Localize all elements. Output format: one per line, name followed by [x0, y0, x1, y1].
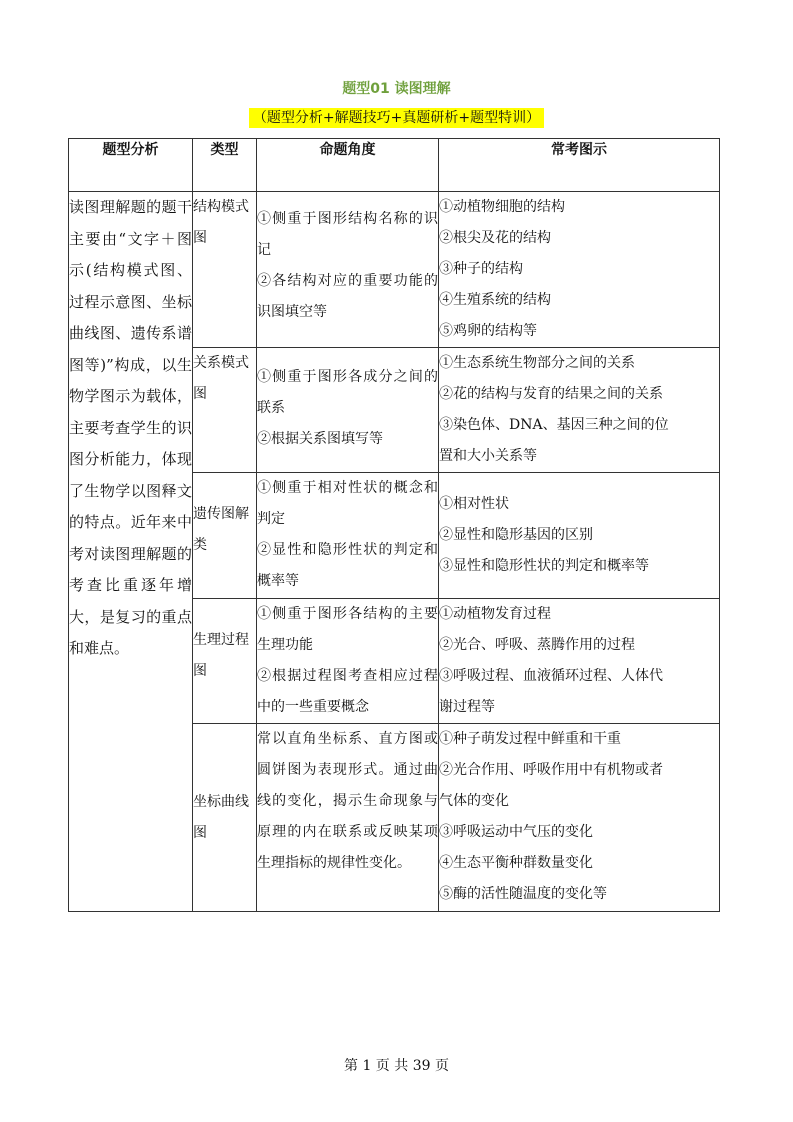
angle-item: ②根据关系图填写等	[257, 431, 383, 447]
question-type-table	[68, 138, 720, 912]
angle-item: ①侧重于图形各结构的主要生理功能	[257, 606, 438, 653]
figures-cell	[439, 348, 720, 473]
angle-item: 常以直角坐标系、直方图或圆饼图为表现形式。通过曲线的变化，揭示生命现象与原理的内在联系或反映某项生理指标的规律性变化。	[257, 731, 438, 871]
figure-item: ①动植物细胞的结构	[439, 199, 565, 215]
angle-item: ②显性和隐形性状的判定和概率等	[257, 542, 438, 589]
figure-item: ③呼吸运动中气压的变化	[439, 824, 593, 840]
figure-item: ③显性和隐形性状的判定和概率等	[439, 558, 649, 574]
analysis-cell	[69, 192, 193, 912]
figures-cell	[439, 192, 720, 348]
angle-cell	[257, 348, 439, 473]
figure-item: ③呼吸过程、血液循环过程、人体代	[439, 668, 663, 684]
angle-item: ②根据过程图考查相应过程中的一些重要概念	[257, 668, 438, 715]
figure-item: ②根尖及花的结构	[439, 230, 551, 246]
angle-cell	[257, 599, 439, 724]
subtitle-highlight: （题型分析+解题技巧+真题研析+题型特训）	[249, 108, 544, 128]
figure-item: ③种子的结构	[439, 261, 523, 277]
figure-item: ③染色体、DNA、基因三种之间的位	[439, 417, 669, 433]
page-title: 题型01 读图理解	[342, 81, 451, 97]
angle-item: ②各结构对应的重要功能的识图填空等	[257, 273, 438, 320]
header-angle: 命题角度	[257, 139, 439, 192]
figure-item: 置和大小关系等	[439, 448, 537, 464]
angle-item: ①侧重于图形结构名称的识记	[257, 211, 438, 258]
angle-item: ①侧重于图形各成分之间的联系	[257, 369, 438, 416]
page-footer: 第 1 页 共 39 页	[344, 1058, 449, 1074]
figure-item: ①相对性状	[439, 496, 509, 512]
figure-item: ②花的结构与发育的结果之间的关系	[439, 386, 663, 402]
analysis-text: 读图理解题的题干主要由“文字＋图示(结构模式图、过程示意图、坐标曲线图、遗传系谱图等)”构成，以生物学图示为载体，主要考查学生的识图分析能力，体现了生物学以图释文的特点。近年来中考对读图理解题的考查比重逐年增大，是复习的重点和难点。	[69, 198, 192, 657]
figure-item: 气体的变化	[439, 793, 509, 809]
figure-item: ④生态平衡种群数量变化	[439, 855, 593, 871]
figure-item: ②光合作用、呼吸作用中有机物或者	[439, 762, 663, 778]
figure-item: ⑤鸡卵的结构等	[439, 323, 537, 339]
figure-item: ②显性和隐形基因的区别	[439, 527, 593, 543]
figures-cell	[439, 724, 720, 912]
type-cell: 生理过程图	[193, 599, 257, 724]
type-cell: 遗传图解类	[193, 473, 257, 599]
header-type: 类型	[193, 139, 257, 192]
header-figures: 常考图示	[439, 139, 720, 192]
figure-item: ①生态系统生物部分之间的关系	[439, 355, 635, 371]
header-analysis: 题型分析	[69, 139, 193, 192]
type-cell: 坐标曲线图	[193, 724, 257, 912]
angle-cell	[257, 724, 439, 912]
table-header-row	[69, 139, 720, 192]
angle-cell	[257, 473, 439, 599]
figures-cell	[439, 473, 720, 599]
type-cell: 结构模式图	[193, 192, 257, 348]
angle-cell	[257, 192, 439, 348]
subtitle-wrap	[0, 107, 793, 128]
figure-item: 谢过程等	[439, 699, 495, 715]
figure-item: ②光合、呼吸、蒸腾作用的过程	[439, 637, 635, 653]
figure-item: ④生殖系统的结构	[439, 292, 551, 308]
angle-item: ①侧重于相对性状的概念和判定	[257, 480, 438, 527]
figure-item: ①种子萌发过程中鲜重和干重	[439, 731, 621, 747]
table-row	[69, 192, 720, 348]
type-cell: 关系模式图	[193, 348, 257, 473]
figures-cell	[439, 599, 720, 724]
figure-item: ①动植物发育过程	[439, 606, 551, 622]
figure-item: ⑤酶的活性随温度的变化等	[439, 886, 607, 902]
